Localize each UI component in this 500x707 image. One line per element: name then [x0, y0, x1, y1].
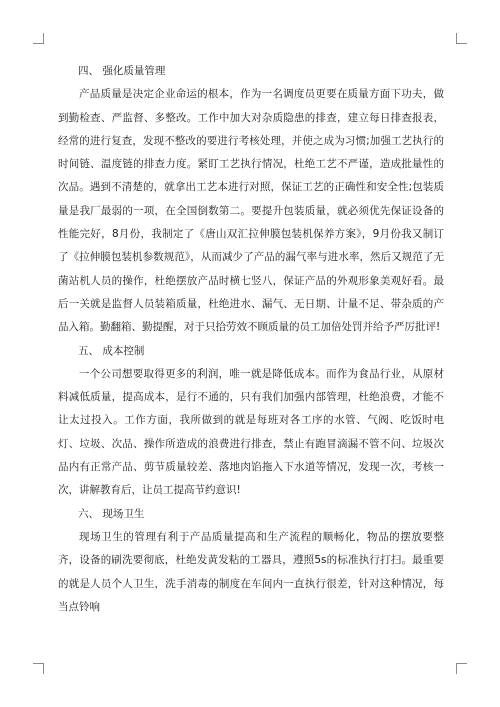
corner-crop-mark-bottom-right [456, 663, 467, 674]
section-heading-hygiene: 六、 现场卫生 [78, 507, 145, 520]
section-paragraph-hygiene: 现场卫生的管理有利于产品质量提高和生产流程的顺畅化，物品的摆放要整齐，设备的刷洗要彻底，杜绝发黄发粘的工器具，遵照5s的标准执行打扫。最重要的就是人员个人卫生，洗手消毒的制度在车间内一直执行很差，针对这种情况，每当点铃响 [58, 530, 444, 613]
corner-crop-mark-top-right [456, 33, 467, 44]
section-heading-cost: 五、 成本控制 [78, 344, 145, 357]
corner-crop-mark-top-left [33, 33, 44, 44]
corner-crop-mark-bottom-left [33, 663, 44, 674]
document-body [58, 60, 444, 675]
section-paragraph-cost: 一个公司想要取得更多的利润，唯一就是降低成本。而作为食品行业，从原材料减低质量，提高成本，是行不通的，只有我们加强内部管理，杜绝浪费，才能不让太过投入。工作方面，我所做到的就是每班对各工序的水管、气阀、吃饭时电灯、垃圾、次品、操作所造成的浪费进行排查，禁止有跑冒滴漏不管不问、垃圾次品内有正常产品、剪节质量较差、落地肉馅拖入下水道等情况，发现一次，考核一次，讲解教育后，让员工提高节约意识! [58, 367, 444, 497]
section-paragraph-quality: 产品质量是决定企业命运的根本，作为一名调度员更要在质量方面下功夫，做到勤检查、严监督、多整改。工作中加大对杂质隐患的排查，建立每日排查报表，经常的进行复查，发现不整改的要进行考核处理，并使之成为习惯;加强工艺执行的时间链、温度链的排查力度。紧盯工艺执行情况，杜绝工艺不严谨，造成批量性的次品。遇到不清楚的，就拿出工艺本进行对照，保证工艺的正确性和安全性;包装质量是我厂最弱的一项，在全国倒数第二。要提升包装质量，就必须优先保证设备的性能完好，8月份，我制定了《唐山双汇拉伸膜包装机保养方案》，9月份我又制订了《拉伸膜包装机参数规范》，从而减少了产品的漏气率与进水率，然后又规范了无菌站机人员的操作，杜绝摆放产品时横七竖八，保证产品的外观形象美观好看。最后一关就是监督人员装箱质量，杜绝进水、漏气、无日期、计量不足、带杂质的产品入箱。勤翻箱、勤提醒，对于只拾劳效不顾质量的员工加倍处罚并给予严厉批评! [58, 88, 444, 334]
section-heading-quality: 四、 强化质量管理 [78, 65, 166, 77]
